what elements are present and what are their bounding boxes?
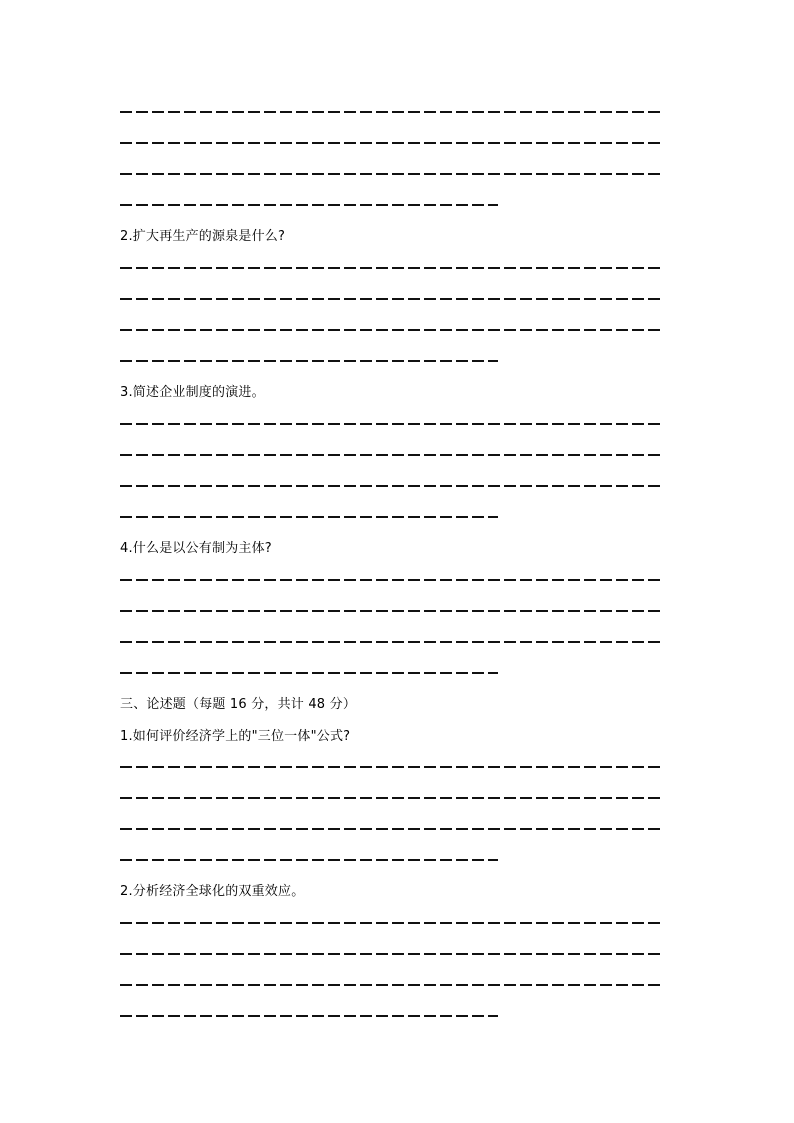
question-4: 4.什么是以公有制为主体? — [120, 541, 272, 556]
answer-line — [120, 360, 498, 362]
answer-line — [120, 485, 664, 487]
answer-line — [120, 423, 664, 425]
answer-line — [120, 454, 664, 456]
answer-line — [120, 298, 664, 300]
answer-line — [120, 267, 664, 269]
answer-line — [120, 173, 664, 175]
answer-line — [120, 953, 664, 955]
answer-line — [120, 111, 664, 113]
answer-line — [120, 516, 498, 518]
answer-line — [120, 766, 664, 768]
section-heading: 三、论述题（每题 16 分，共计 48 分） — [120, 697, 357, 712]
answer-line — [120, 204, 498, 206]
essay-question-1: 1.如何评价经济学上的"三位一体"公式? — [120, 729, 351, 744]
question-2: 2.扩大再生产的源泉是什么? — [120, 229, 286, 244]
answer-line — [120, 1015, 498, 1017]
answer-line — [120, 859, 498, 861]
answer-line — [120, 142, 664, 144]
answer-line — [120, 579, 664, 581]
essay-question-2: 2.分析经济全球化的双重效应。 — [120, 884, 305, 899]
answer-line — [120, 984, 664, 986]
answer-line — [120, 610, 664, 612]
question-3: 3.简述企业制度的演进。 — [120, 385, 265, 400]
answer-line — [120, 329, 664, 331]
answer-line — [120, 922, 664, 924]
answer-line — [120, 641, 664, 643]
answer-line — [120, 797, 664, 799]
answer-line — [120, 828, 664, 830]
answer-line — [120, 672, 498, 674]
